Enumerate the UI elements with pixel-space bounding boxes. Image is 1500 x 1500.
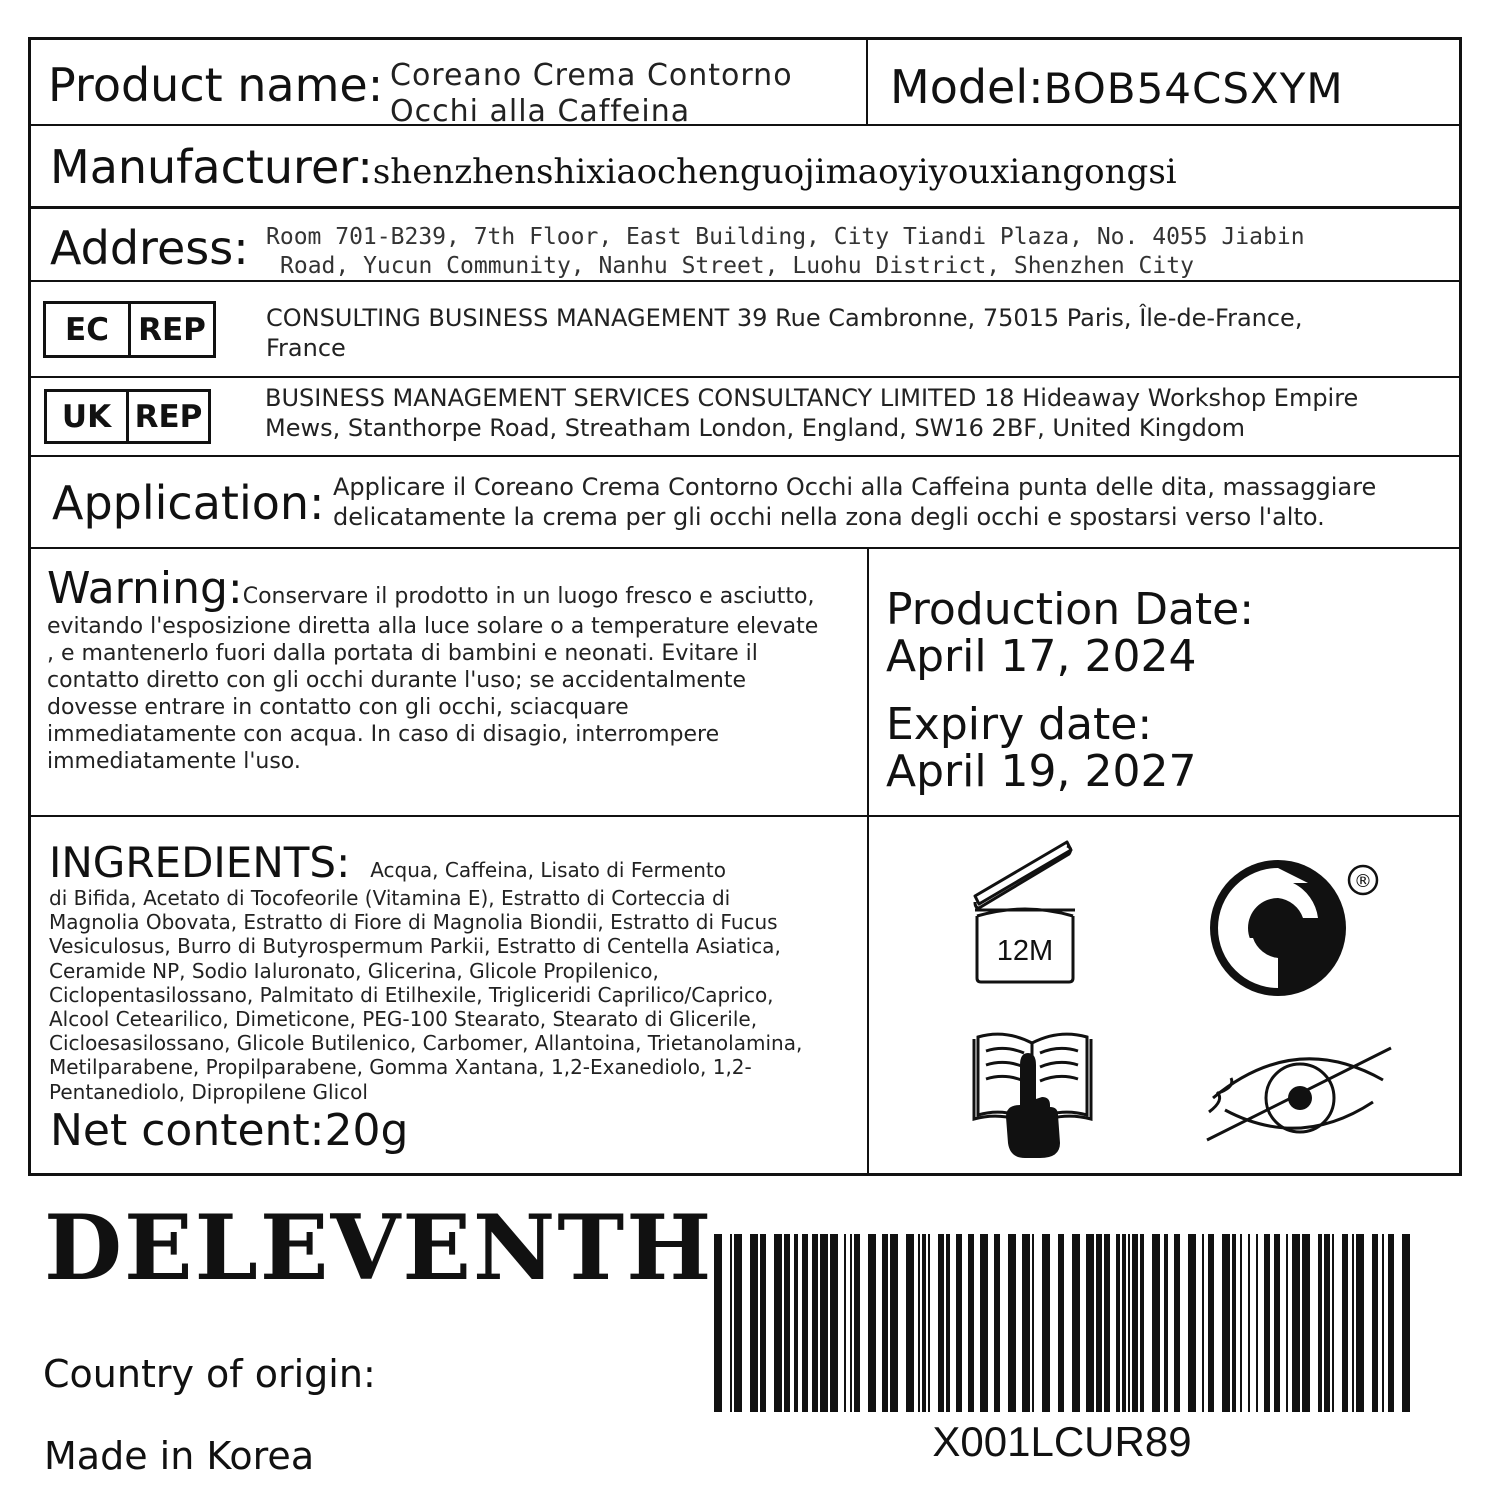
ingredients-block [49, 838, 859, 1104]
expiry-date-label: Expiry date: [886, 699, 1153, 750]
barcode-bar [1122, 1234, 1126, 1412]
read-manual-icon [970, 1025, 1095, 1160]
warning-line: evitando l'esposizione diretta alla luce solare o a temperature elevate [47, 614, 819, 639]
barcode-bar [1116, 1234, 1120, 1412]
barcode-bar [734, 1234, 742, 1412]
warning-line: , e mantenerlo fuori dalla portata di bambini e neonati. Evitare il [47, 641, 758, 666]
barcode-bar [1202, 1234, 1204, 1412]
barcode-bar [928, 1234, 930, 1412]
barcode-bar [730, 1234, 732, 1412]
barcode-bar [802, 1234, 808, 1412]
barcode-bar [1324, 1234, 1330, 1412]
barcode-bar [1274, 1234, 1280, 1412]
pao-text: 12M [996, 935, 1054, 967]
model-field [890, 60, 1344, 114]
barcode-bar [980, 1234, 988, 1412]
barcode-bar [1164, 1234, 1168, 1412]
barcode-bar [830, 1234, 838, 1412]
open-jar-icon [965, 838, 1085, 988]
net-content-label: Net content: [50, 1105, 325, 1156]
warning-line: immediatamente l'uso. [47, 749, 301, 774]
divider [31, 376, 1459, 378]
barcode-bar [1372, 1234, 1378, 1412]
barcode-bar [1008, 1234, 1016, 1412]
barcode-bar [844, 1234, 846, 1412]
barcode-text: X001LCUR89 [932, 1418, 1192, 1465]
production-date-value: April 17, 2024 [886, 631, 1197, 682]
address-value: Room 701-B239, 7th Floor, East Building, City Tiandi Plaza, No. 4055 Jiabin Road, Yucun Community, Nanhu Street, Luohu District, Shenzhen City [266, 224, 1305, 279]
barcode-bar [906, 1234, 914, 1412]
net-content-value: 20g [324, 1105, 409, 1156]
barcode-bar [1342, 1234, 1348, 1412]
barcode-bar [1058, 1234, 1064, 1412]
barcode-bar [946, 1234, 950, 1412]
barcode-bar [820, 1234, 828, 1412]
divider [31, 206, 1459, 209]
barcode-bar [1152, 1234, 1160, 1412]
ingredients-line: Alcool Cetearilico, Dimeticone, PEG-100 Stearato, Stearato di Glicerile, [49, 1007, 758, 1032]
origin-label: Country of origin: [43, 1352, 376, 1396]
barcode-bar [1188, 1234, 1196, 1412]
uk-rep-address: BUSINESS MANAGEMENT SERVICES CONSULTANCY LIMITED 18 Hideaway Workshop Empire Mews, Stanthorpe Road, Streatham London, England, SW16 2BF, United Kingdom [265, 384, 1359, 442]
green-dot-recycle-icon [1208, 858, 1388, 1003]
product-name-value: Coreano Crema Contorno Occhi alla Caffeina [390, 58, 793, 129]
application-text: Applicare il Coreano Crema Contorno Occhi alla Caffeina punta delle dita, massaggiare delicatamente la crema per gli occhi nella zona degli occhi e spostarsi verso l'alto. [333, 473, 1377, 531]
barcode-bar [1232, 1234, 1236, 1412]
manufacturer-value: shenzhenshixiaochenguojimaoyiyouxiangongsi [372, 152, 1177, 192]
warning-first-line: Conservare il prodotto in un luogo fresco e asciutto, [242, 584, 815, 609]
application-label: Application: [52, 476, 325, 530]
ingredients-first-line: Acqua, Caffeina, Lisato di Fermento [370, 858, 726, 882]
barcode-bar [1132, 1234, 1138, 1412]
barcode-bar [854, 1234, 860, 1412]
ingredients-line: Cicloesasilossano, Glicole Butilenico, Carbomer, Allantoina, Trietanolamina, [49, 1031, 803, 1056]
barcode-bar [882, 1234, 888, 1412]
barcode-bar [794, 1234, 798, 1412]
ingredients-line: Metilparabene, Propilparabene, Gomma Xantana, 1,2-Exanediolo, 1,2- [49, 1055, 752, 1080]
divider [31, 815, 1459, 817]
ec-rep-left: EC [65, 311, 109, 348]
barcode-bar [1042, 1234, 1050, 1412]
ec-rep-right: REP [128, 304, 213, 355]
uk-rep-symbol [44, 389, 211, 444]
brand-logo: DELEVENTH [44, 1195, 714, 1301]
barcode-bar [750, 1234, 758, 1412]
barcode-bar [1356, 1234, 1364, 1412]
barcode-bar [1388, 1234, 1394, 1412]
ingredients-label: INGREDIENTS: [49, 838, 351, 887]
ingredients-line: Pentanediolo, Dipropilene Glicol [49, 1079, 368, 1104]
barcode-bar [1256, 1234, 1258, 1412]
divider [31, 547, 1459, 549]
divider [866, 40, 868, 125]
barcode-bar [1104, 1234, 1110, 1412]
expiry-date-value: April 19, 2027 [886, 746, 1197, 797]
barcode-bar [1292, 1234, 1300, 1412]
barcode-bar [760, 1234, 766, 1412]
barcode-bar [784, 1234, 790, 1412]
barcode-bar [1174, 1234, 1180, 1412]
barcode-bar [956, 1234, 962, 1412]
barcode-bar [938, 1234, 944, 1412]
warning-line: dovesse entrare in contatto con gli occhi, sciacquare [47, 695, 629, 720]
barcode-bar [1240, 1234, 1242, 1412]
warning-block [47, 563, 857, 775]
barcode-bar [868, 1234, 876, 1412]
barcode [712, 1234, 1412, 1412]
ec-rep-symbol [43, 301, 216, 358]
barcode-bar [1208, 1234, 1214, 1412]
ingredients-line: di Bifida, Acetato di Tocofeorile (Vitamina E), Estratto di Corteccia di [49, 886, 731, 910]
barcode-bar [1352, 1234, 1354, 1412]
barcode-bar [1332, 1234, 1334, 1412]
barcode-bar [1072, 1234, 1080, 1412]
barcode-bar [1032, 1234, 1034, 1412]
barcode-bar [1022, 1234, 1030, 1412]
barcode-bar [922, 1234, 926, 1412]
registered-mark: ® [1354, 871, 1372, 892]
barcode-bar [1264, 1234, 1270, 1412]
barcode-bar [1302, 1234, 1310, 1412]
warning-line: contatto diretto con gli occhi durante l'uso; se accidentalmente [47, 668, 747, 693]
production-date-label: Production Date: [886, 584, 1255, 635]
barcode-bar [968, 1234, 974, 1412]
barcode-bar [1382, 1234, 1384, 1412]
manufacturer-field [50, 140, 1177, 194]
address-label: Address: [50, 221, 249, 275]
model-label: Model: [890, 60, 1044, 114]
barcode-bar [1248, 1234, 1250, 1412]
dates-block [886, 586, 1254, 795]
ec-rep-address: CONSULTING BUSINESS MANAGEMENT 39 Rue Cambronne, 75015 Paris, Île-de-France, France [266, 304, 1303, 362]
divider [31, 455, 1459, 457]
barcode-bar [994, 1234, 1000, 1412]
net-content [50, 1105, 409, 1156]
barcode-bar [850, 1234, 852, 1412]
warning-label: Warning: [47, 563, 243, 614]
barcode-bar [812, 1234, 818, 1412]
barcode-bar [1318, 1234, 1322, 1412]
product-name-label: Product name: [48, 58, 384, 112]
barcode-bar [1222, 1234, 1230, 1412]
barcode-bar [918, 1234, 920, 1412]
ingredients-line: Ciclopentasilossano, Palmitato di Etilhexile, Trigliceridi Caprilico/Caprico, [49, 982, 774, 1007]
barcode-bar [1140, 1234, 1144, 1412]
uk-rep-right: REP [126, 392, 208, 441]
manufacturer-label: Manufacturer: [50, 140, 373, 194]
uk-rep-left: UK [61, 398, 112, 435]
barcode-bar [1402, 1234, 1410, 1412]
warning-line: immediatamente con acqua. In caso di disagio, interrompere [47, 722, 720, 747]
model-value: BOB54CSXYM [1043, 64, 1344, 113]
barcode-bar [714, 1234, 722, 1412]
barcode-bar [890, 1234, 898, 1412]
ingredients-line: Magnolia Obovata, Estratto di Fiore di Magnolia Biondii, Estratto di Fucus [49, 910, 778, 935]
ingredients-line: Vesiculosus, Burro di Butyrospermum Parkii, Estratto di Centella Asiatica, [49, 934, 781, 959]
ingredients-line: Ceramide NP, Sodio Ialuronato, Glicerina, Glicole Propilenico, [49, 958, 659, 983]
origin-value: Made in Korea [44, 1434, 315, 1478]
barcode-bar [1128, 1234, 1130, 1412]
barcode-bar [1086, 1234, 1094, 1412]
divider [867, 549, 869, 1173]
barcode-bar [1286, 1234, 1288, 1412]
no-eye-contact-icon [1205, 1040, 1395, 1145]
barcode-bar [774, 1234, 782, 1412]
barcode-bar [1096, 1234, 1102, 1412]
